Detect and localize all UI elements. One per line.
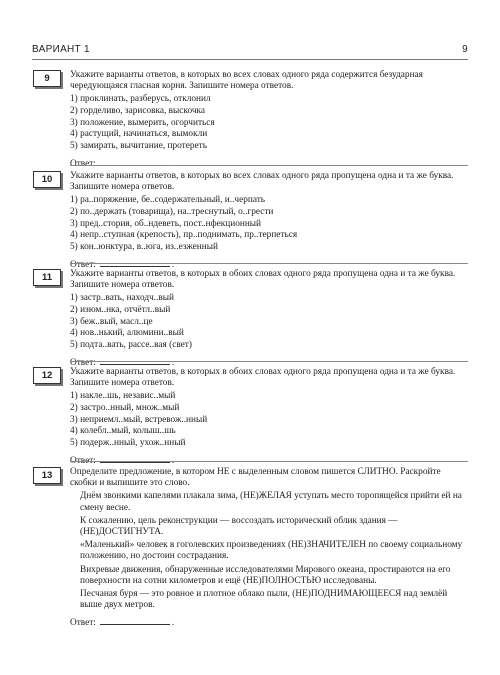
answer-field[interactable] <box>100 454 170 463</box>
option: 3) беж..вый, масл..це <box>70 316 153 327</box>
sentence: К сожалению, цель реконструкции — воссоздать исторический облик здания — (НЕ)ДОСТИГНУТА. <box>80 515 398 538</box>
separator <box>70 361 468 362</box>
option: 3) пред..стория, об..ндеветь, пост..нфекционный <box>70 218 262 229</box>
separator <box>70 263 468 264</box>
option: 1) ра..поряжение, бе..содержательный, и..черпать <box>70 195 266 206</box>
header-rule <box>32 59 468 60</box>
sentence: Днём звонкими капелями плакала зима, (НЕ)ЖЕЛАЯ уступать место торопящейся прийти ей на смену весне. <box>80 491 462 513</box>
answer-row: Ответ: . <box>70 260 175 271</box>
option: 2) горделиво, зарисовка, выскочка <box>70 106 206 116</box>
option: 4) растущий, начинаться, вымокли <box>70 129 208 140</box>
task-instruction: Укажите варианты ответов, в которых в обоих словах одного ряда пропущена одна и та же буква. Запишите номера ответов. <box>70 367 456 389</box>
answer-row: Ответ: . <box>70 159 175 170</box>
answer-row: Ответ: . <box>70 618 175 629</box>
task-number: 13 <box>33 467 61 484</box>
answer-row: Ответ: . <box>70 358 175 369</box>
option: 2) застро..нный, множ..мый <box>70 403 180 413</box>
task-number: 12 <box>33 367 61 384</box>
task-instruction: Укажите варианты ответов, в которых во всех словах одного ряда содержится безударная чередующаяся гласная корня. Запишите номера ответов. <box>70 70 423 92</box>
answer-field[interactable] <box>100 616 170 625</box>
option: 2) по..держать (товарища), на..треснутый, о..грести <box>70 207 274 217</box>
options-list <box>70 94 468 152</box>
option: 3) положение, вымерить, огорчиться <box>70 117 215 128</box>
option: 5) подта..вать, рассе..вая (свет) <box>70 339 192 350</box>
answer-label: Ответ: <box>70 260 96 271</box>
answer-row: Ответ: . <box>70 456 175 467</box>
options-list <box>70 293 468 351</box>
task-number: 10 <box>33 171 61 188</box>
answer-label: Ответ: <box>70 618 96 629</box>
option: 2) изюм..нка, отчётл..вый <box>70 305 171 315</box>
sentence: Песчаная буря — это ровное и плотное облако пыли, (НЕ)ПОДНИМАЮЩЕЕСЯ над землёй выше двух метров. <box>80 589 448 611</box>
task-instruction: Укажите варианты ответов, в которых в обоих словах одного ряда пропущена одна и та же буква. Запишите номера ответов. <box>70 269 456 291</box>
separator <box>70 461 468 462</box>
page-header <box>32 40 468 60</box>
option: 4) нов..нький, алюмини..вый <box>70 328 184 339</box>
answer-label: Ответ: <box>70 456 96 467</box>
sentence: Вихревые движения, обнаруженные исследователями Мирового океана, простираются на его поверхности на сотни километров и ещё (НЕ)ПОЛНОСТЬЮ исследованы. <box>80 564 451 586</box>
page-number: 9 <box>462 44 468 55</box>
task-number: 11 <box>33 269 61 286</box>
option: 1) накле..шь, независ..мый <box>70 391 176 402</box>
options-list <box>70 195 468 253</box>
option: 4) непр..ступная (крепость), пр..поднимать, пр..терпеться <box>70 230 298 241</box>
task-instruction: Определите предложение, в котором НЕ с выделенным словом пишется СЛИТНО. Раскройте скобки и выпишите это слово. <box>70 467 441 489</box>
option: 3) неприемл..мый, встревож..нный <box>70 414 208 425</box>
task-number: 9 <box>33 70 61 87</box>
option: 5) замирать, вычитание, протереть <box>70 140 207 151</box>
options-list <box>70 391 468 449</box>
separator <box>70 165 468 166</box>
option: 5) кон..юнктура, в..юга, из..езженный <box>70 241 218 252</box>
variant-title: ВАРИАНТ 1 <box>32 44 90 55</box>
option: 4) колебл..мый, колыш..шь <box>70 426 176 437</box>
answer-label: Ответ: <box>70 358 96 369</box>
answer-label: Ответ: <box>70 159 96 170</box>
option: 1) застр..вать, находч..вый <box>70 293 175 304</box>
option: 1) проклинать, разберусь, отклонил <box>70 94 211 105</box>
option: 5) подерж..нный, ухож..нный <box>70 437 186 448</box>
task-instruction: Укажите варианты ответов, в которых во всех словах одного ряда пропущена одна и та же буква. Запишите номера ответов. <box>70 171 454 193</box>
sentence: «Маленький» человек в гоголевских произведениях (НЕ)ЗНАЧИТЕЛЕН по своему социальному положению, но достоин сострадания. <box>80 540 463 562</box>
